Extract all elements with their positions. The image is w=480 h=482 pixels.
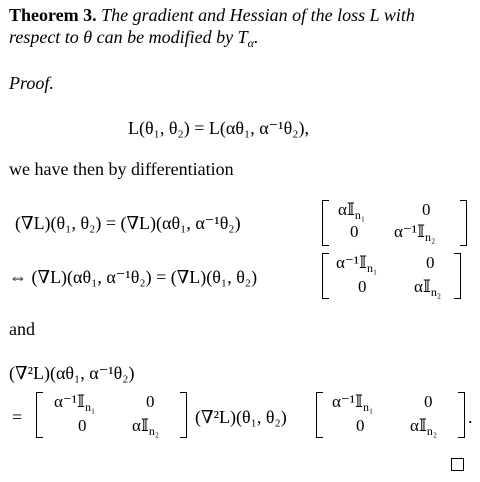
- equation-2-lhs: (∇L)(θ₁, θ₂) = (∇L)(αθ₁, α⁻¹θ₂): [15, 213, 241, 233]
- equation-5-equals: =: [12, 407, 23, 427]
- equation-5-matrix-b: [316, 392, 466, 438]
- matrix-cell-22: α𝕀$_{n_2}$: [410, 416, 438, 438]
- theorem-line-2: [9, 26, 258, 48]
- equation-5-period: .: [468, 407, 473, 427]
- qed-square-icon: [451, 458, 464, 471]
- matrix-cell-12: 0: [426, 253, 435, 272]
- matrix-cell-22: α𝕀$_{n_2}$: [132, 416, 160, 438]
- theorem-text-2: respect to θ can be modified by T: [9, 27, 248, 47]
- theorem-text-2-sub: α: [247, 36, 254, 50]
- text-differentiation: we have then by differentiation: [9, 159, 234, 179]
- text-and: and: [9, 319, 35, 339]
- theorem-label: Theorem 3.: [9, 5, 97, 25]
- matrix-cell-12: 0: [422, 200, 431, 219]
- matrix-cell-21: 0: [356, 416, 365, 435]
- left-bracket: [36, 392, 43, 438]
- matrix-cell-22: α⁻¹𝕀$_{n_2}$: [394, 222, 436, 244]
- equation-1: L(θ₁, θ₂) = L(αθ₁, α⁻¹θ₂),: [128, 118, 309, 138]
- left-bracket: [322, 253, 329, 299]
- equation-5-hessian: (∇²L)(θ₁, θ₂): [195, 407, 287, 427]
- theorem-text-2-end: .: [253, 27, 259, 47]
- matrix-cell-11: α⁻¹𝕀$_{n_1}$: [54, 392, 96, 414]
- matrix-cell-11: α⁻¹𝕀$_{n_1}$: [336, 253, 378, 275]
- left-bracket: [316, 392, 323, 438]
- equation-3-matrix: [322, 253, 462, 299]
- equation-3-lhs: ⇔ (∇L)(αθ₁, α⁻¹θ₂) = (∇L)(θ₁, θ₂): [9, 267, 258, 287]
- matrix-cell-21: 0: [358, 277, 367, 296]
- left-bracket: [322, 200, 329, 246]
- right-bracket: [458, 392, 465, 438]
- theorem-line-1: [9, 4, 415, 26]
- matrix-cell-11: α𝕀$_{n_1}$: [338, 200, 366, 222]
- matrix-cell-21: 0: [350, 222, 359, 241]
- matrix-cell-11: α⁻¹𝕀$_{n_1}$: [332, 392, 374, 414]
- matrix-cell-12: 0: [146, 392, 155, 411]
- right-bracket: [180, 392, 187, 438]
- equation-4-lhs: (∇²L)(αθ₁, α⁻¹θ₂): [9, 363, 135, 383]
- right-bracket: [460, 200, 467, 246]
- matrix-cell-22: α𝕀$_{n_2}$: [414, 277, 442, 299]
- theorem-text-1: The gradient and Hessian of the loss L with: [101, 5, 415, 25]
- equation-5-matrix-a: [36, 392, 186, 438]
- right-bracket: [454, 253, 461, 299]
- proof-label: Proof.: [9, 73, 54, 93]
- equation-2-matrix: [322, 200, 470, 246]
- matrix-cell-21: 0: [78, 416, 87, 435]
- matrix-cell-12: 0: [424, 392, 433, 411]
